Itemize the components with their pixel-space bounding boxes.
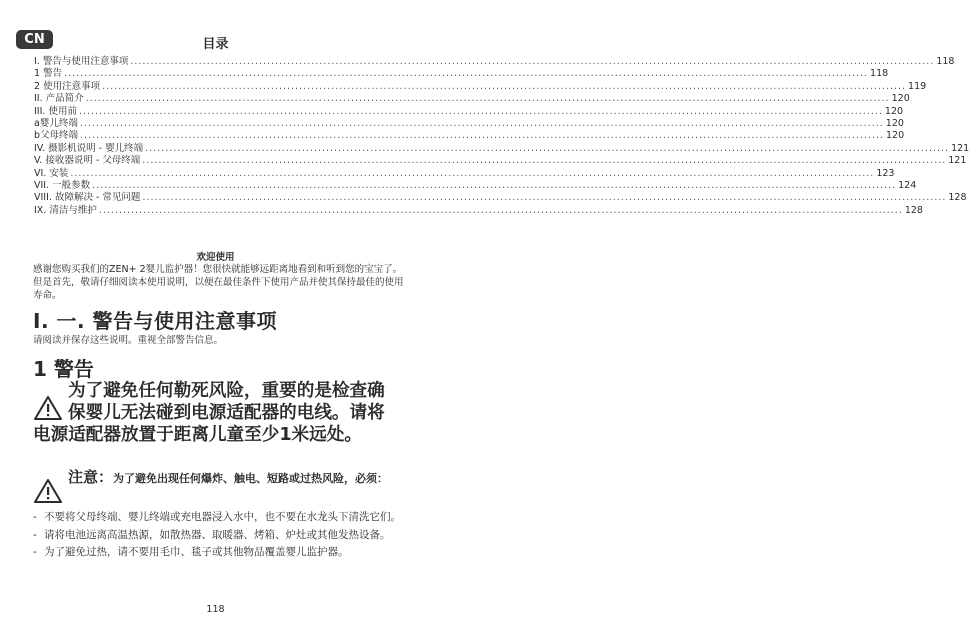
toc-leader-dots: ........................................................................................................................................................................................................ [79,117,884,129]
list-item-text: 不要将父母终端、婴儿终端或充电器浸入水中，也不要在水龙头下清洗它们。 [44,511,401,523]
toc-label: IV. 摄影机说明 - 婴儿终端 [34,142,144,154]
toc-page-number: 123 [876,167,895,179]
toc-row [34,80,927,93]
toc-page-number: 121 [951,142,969,154]
toc-label: VIII. 故障解决 - 常见问题 [34,192,141,204]
list-item [33,528,413,544]
toc-page-number: 120 [886,130,905,142]
toc-page-number: 120 [885,117,904,129]
toc-row [34,68,889,80]
toc-label: VII. 一般参数 [34,179,91,191]
section-title: I. 一. 警告与使用注意事项 [33,309,278,333]
caution-block [68,469,408,487]
toc-row [34,155,967,167]
toc-leader-dots: ........................................................................................................................................................................................................ [85,93,890,105]
toc-page-number: 121 [948,155,967,167]
subsection-title: 1 警告 [33,357,94,381]
toc-row [34,130,905,142]
toc-leader-dots: ........................................................................................................................................................................................................ [70,167,875,179]
bullet-dash: - [33,528,37,541]
toc-page-number: 128 [948,192,967,204]
toc-page-number: 118 [870,68,889,80]
caution-text: 为了避免出现任何爆炸、触电、短路或过热风险，必须： [113,472,389,485]
toc-page-number: 124 [898,179,917,191]
bullet-dash: - [33,546,37,558]
toc-page-number: 120 [891,93,910,105]
toc-leader-dots: ........................................................................................................................................................................................................ [92,179,897,191]
page-number: 118 [206,604,225,615]
toc-label: 2 使用注意事项 [34,80,101,92]
list-item-text: 请将电池远离高温热源，如散热器、取暖器、烤箱、炉灶或其他发热设备。 [44,528,391,541]
toc-page-number: 128 [904,204,923,216]
list-item [33,545,413,561]
toc-page-number: 118 [936,56,955,67]
toc-leader-dots: ........................................................................................................................................................................................................ [145,142,950,154]
toc-label: VI. 安装 [34,167,69,179]
warning-text [33,380,408,446]
caution-label: 注意： [68,468,114,486]
table-of-contents [34,56,969,217]
welcome-text: 感谢您购买我们的ZEN+ 2婴儿监护器！您很快就能够远距离地看到和听到您的宝宝了。但是首先，敬请仔细阅读本使用说明，以便在最佳条件下使用产品并使其保持最佳的使用寿命。 [33,264,404,301]
list-item-text: 为了避免过热，请不要用毛巾、毯子或其他物品覆盖婴儿监护器。 [44,546,349,558]
toc-row [34,167,895,180]
toc-leader-dots: ........................................................................................................................................................................................................ [142,192,947,204]
toc-title: 目录 [202,37,229,52]
toc-row [34,56,955,68]
toc-leader-dots: ........................................................................................................................................................................................................ [130,56,935,67]
language-badge: CN [16,30,53,49]
caution-triangle-icon [33,478,63,504]
toc-leader-dots: ........................................................................................................................................................................................................ [64,68,869,80]
toc-page-number: 120 [884,105,904,117]
welcome-title: 欢迎使用 [196,252,235,263]
toc-label: I. 警告与使用注意事项 [34,56,129,67]
toc-row [34,204,923,217]
toc-row [34,93,910,105]
toc-page-number: 119 [908,80,927,92]
toc-leader-dots: ........................................................................................................................................................................................................ [78,105,883,117]
bullet-dash: - [33,511,37,523]
warning-line-1: 为了避免任何勒死风险，重要的是检查确 [68,381,385,401]
caution-list [33,510,413,563]
warning-line-3: 电源适配器放置于距离儿童至少1米远处。 [33,425,362,445]
toc-row [34,179,917,192]
toc-label: III. 使用前 [34,105,77,117]
toc-row [34,142,969,155]
toc-label: 1 警告 [34,68,63,80]
toc-label: II. 产品简介 [34,93,84,105]
toc-label: V. 接收器说明 - 父母终端 [34,155,141,167]
toc-leader-dots: ........................................................................................................................................................................................................ [102,80,907,92]
toc-row [34,117,904,130]
toc-row [34,192,967,204]
warning-line-2: 保婴儿无法碰到电源适配器的电线。请将 [68,403,385,423]
toc-row [34,105,904,118]
section-note: 请阅读并保存这些说明。重视全部警告信息。 [33,335,224,346]
list-item [33,510,413,526]
toc-label: b父母终端 [34,130,79,142]
toc-label: IX. 清洁与维护 [34,204,97,216]
toc-leader-dots: ........................................................................................................................................................................................................ [98,204,903,216]
toc-leader-dots: ........................................................................................................................................................................................................ [142,155,947,167]
toc-leader-dots: ........................................................................................................................................................................................................ [80,130,884,142]
toc-label: a婴儿终端 [34,117,78,129]
